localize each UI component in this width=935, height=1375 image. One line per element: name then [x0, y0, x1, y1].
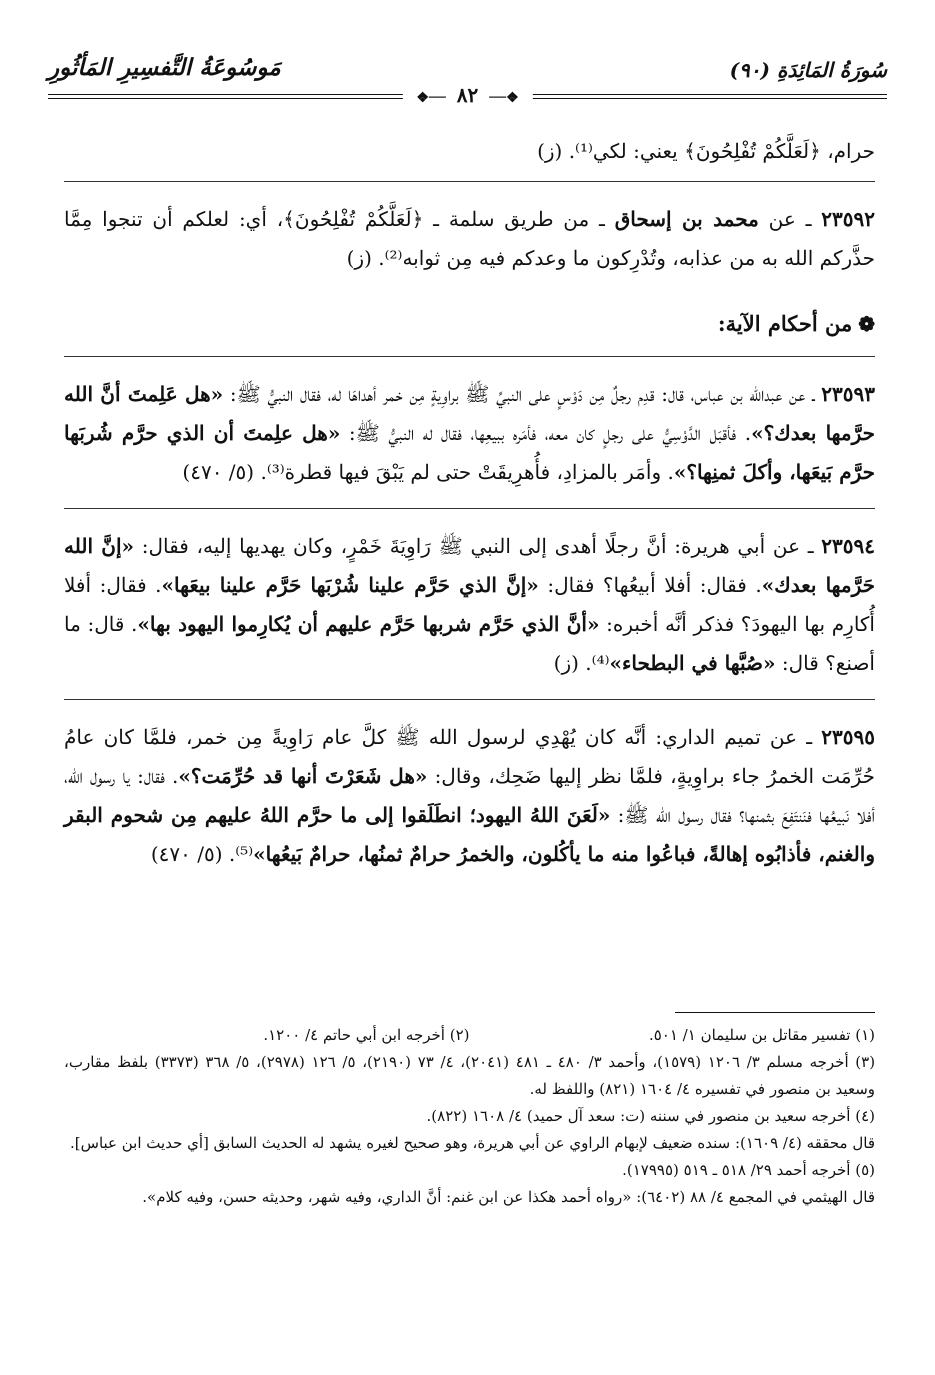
surah-title: سُورَةُ المَائِدَةِ (٩٠) [729, 58, 887, 82]
paragraph-continuation [64, 132, 875, 171]
text: ـ عن [758, 207, 822, 231]
narration-23594 [64, 527, 875, 683]
ornament-icon: ──❖ [416, 90, 446, 106]
text: ـ من طريق سلمة ـ ﴿لَعَلَّكُمْ تُفْلِحُونَ﴾، أي: لعلكم أن تنجوا مِمَّا حذَّركم الله به من عذابه، وتُدْرِكون ما وعدكم فيه مِن ثوابه⁽²⁾. (ز) [64, 207, 875, 270]
footnote-2: (٢) أخرجه ابن أبي حاتم ٤/ ١٢٠٠. [263, 1026, 470, 1044]
footnotes [64, 1022, 875, 1211]
divider [64, 508, 875, 509]
hadith-quote: «هل شَعَرْتَ أنها قد حُرِّمَت؟» [178, 764, 428, 788]
text: حرام، ﴿لَعَلَّكُمْ تُفْلِحُونَ﴾ يعني: لكي⁽¹⁾. (ز) [537, 139, 875, 163]
page-number: ٨٢ [456, 83, 479, 107]
footnote-5: (٥) أخرجه أحمد ٢٩/ ٥١٨ ـ ٥١٩ (١٧٩٩٥). [622, 1161, 875, 1179]
divider [64, 356, 875, 357]
footnote-4: (٤) أخرجه سعيد بن منصور في سننه (ت: سعد آل حميد) ٤/ ١٦٠٨ (٨٢٢). [426, 1107, 875, 1125]
divider [64, 699, 875, 700]
hadith-quote: «إنَّ الله حَرَّمها بعدك» [64, 534, 875, 597]
hadith-quote: «لَعَنَ اللهُ اليهود؛ انطَلَقوا إلى ما حرَّم اللهُ عليهم مِن شحوم البقر والغنم، فأذابُوه إهالةً، فباعُوا منه ما يأكُلون، والخمرُ حرامٌ ثمنُها، حرامٌ بَيعُها» [64, 803, 875, 866]
footnote-4-note: قال محققه (٤/ ١٦٠٩): سنده ضعيف لإبهام الراوي عن أبي هريرة، وهو صحيح لغيره يشهد له الحديث السابق [أي حديث ابن عباس]. [70, 1134, 875, 1152]
narration-number: ٢٣٥٩٢ [821, 207, 875, 231]
text: . فقال: أفلا أُكارِم بها اليهودَ؟ فذكر أنَّه أخبره: [64, 573, 875, 636]
footnote-separator [675, 1012, 875, 1013]
text: . فأقبَل الدَّوْسِيُّ على رجلٍ كان معه، فأمَره ببيعِها، فقال له النبيُّ ﷺ: [340, 421, 752, 445]
text: ⁽⁴⁾. (ز) [553, 651, 610, 675]
footnote-3: (٣) أخرجه مسلم ٣/ ١٢٠٦ (١٥٧٩)، وأحمد ٣/ ٤٨٠ ـ ٤٨١ (٢٠٤١)، ٤/ ٧٣ (٢١٩٠)، ٥/ ١٢٦ (٢٩٧٨)، ٥/ ٣٦٨ (٣٣٧٣) بلفظ مقارب، وسعيد بن منصور في تفسيره ٤/ ١٦٠٤ (٨٢١) واللفظ له. [64, 1053, 876, 1098]
text: . وأمَر بالمزادِ، فأُهرِيقَتْ حتى لم يَبْقَ فيها قطرة⁽³⁾. (٥/ ٤٧٠) [182, 460, 674, 484]
narration-number: ٢٣٥٩٣ [821, 382, 875, 406]
text: ـ عن تميم الداري: أنَّه كان يُهْدِي لرسول الله ﷺ كلَّ عام رَاوِيةً مِن خمر، فلمَّا كان عامُ حُرِّمَت الخمرُ جاء براوِيةٍ، فلمَّا نظر إليها ضَحِك، وقال: [64, 725, 875, 788]
narration-23595 [64, 718, 875, 874]
footnote-row [64, 1022, 875, 1049]
narration-number: ٢٣٥٩٤ [821, 534, 876, 558]
ornament-icon: ❖── [489, 90, 519, 106]
divider [64, 181, 875, 182]
book-title: مَوسُوعَةُ التَّفسِيرِ المَأثُورِ [48, 54, 281, 81]
narration-23592 [64, 200, 875, 278]
section-heading [64, 304, 875, 344]
page-header [48, 52, 887, 112]
hadith-quote: «هل عَلِمتَ أنَّ الله حرَّمها بعدك؟» [64, 382, 876, 445]
narrator-name: محمد بن إسحاق [614, 207, 759, 231]
narration-number: ٢٣٥٩٥ [821, 725, 875, 749]
text: . فقال: أفلا أبيعُها؟ فقال: [538, 573, 762, 597]
hadith-quote: «أنَّ الذي حَرَّم شربها حَرَّم عليهم أن يُكارِموا اليهود بها» [137, 612, 600, 636]
text: ـ عن عبدالله بن عباس، قال: قدِم رجلٌ مِن دَوْسٍ على النبيِّ ﷺ براوِيةٍ مِن خمر أهداهَا له، فقال النبيُّ ﷺ: [223, 382, 822, 406]
footnote-1: (١) تفسير مقاتل بن سليمان ١/ ٥٠١. [648, 1026, 875, 1044]
narration-23593 [64, 375, 875, 492]
page-number-box [402, 83, 532, 107]
hadith-quote: «إنَّ الذي حَرَّم علينا شُرْبَها حَرَّم علينا بيعَها» [161, 573, 539, 597]
text: ـ عن أبي هريرة: أنَّ رجلًا أهدى إلى النبي ﷺ رَاوِيَةَ خَمْرٍ، وكان يهديها إليه، فقال: [134, 534, 822, 558]
hadith-quote: «هل علِمتَ أن الذي حرَّم شُربَها حرَّم بَيعَها، وأكلَ ثمنِها؟» [64, 421, 875, 484]
footnote-5-note: قال الهيثمي في المجمع ٤/ ٨٨ (٦٤٠٢): «رواه أحمد هكذا عن ابن غنم: أنَّ الداري، وفيه شهر، وحديثه حسن، وفيه كلام». [142, 1188, 875, 1206]
text: . فقال: يا رسول الله، أفلا نَبيعُها فنَنتَفِعَ بثمنها؟ فقال رسول الله ﷺ: [64, 764, 875, 827]
text: . قال: ما أصنع؟ قال: [64, 612, 875, 675]
hadith-quote: «صُبَّها في البطحاء» [609, 651, 776, 675]
flower-ornament-icon: ❁ [858, 312, 875, 336]
text: ⁽⁵⁾. (٥/ ٤٧٠) [150, 842, 254, 866]
main-text [64, 132, 875, 890]
heading-text: من أحكام الآية: [717, 311, 853, 336]
